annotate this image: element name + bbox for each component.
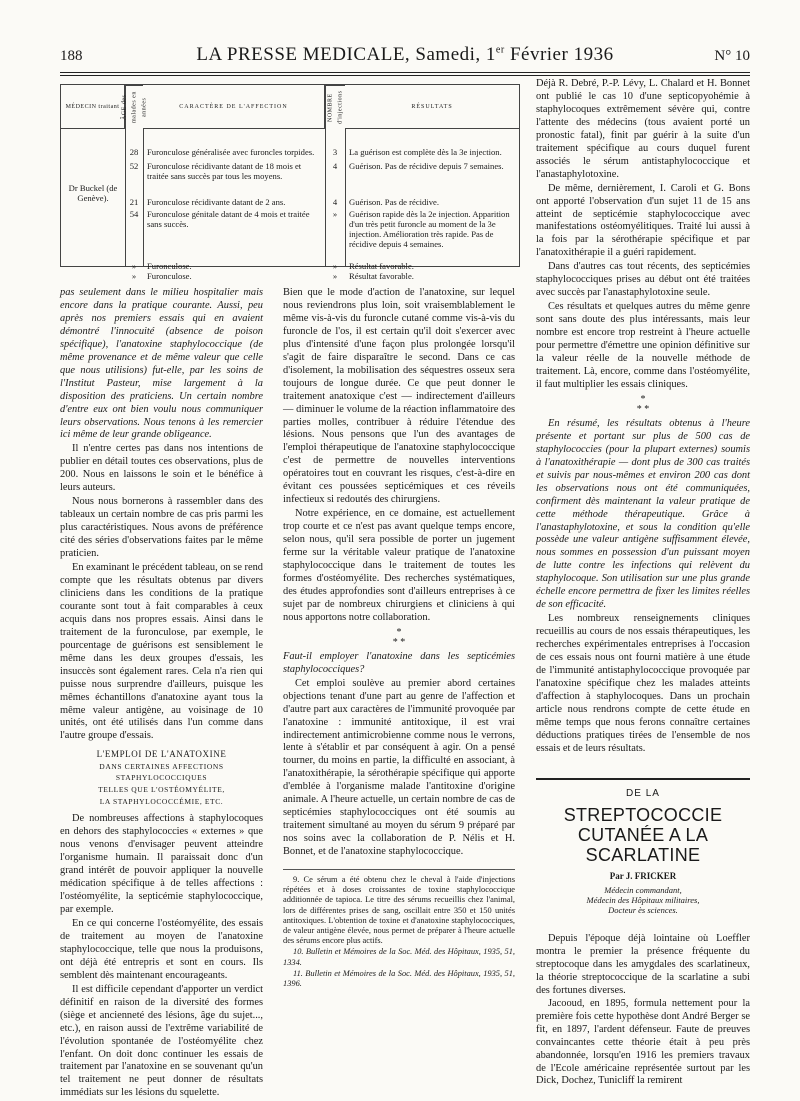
footnote: 10. Bulletin et Mémoires de la Soc. Méd. des Hôpitaux, 1935, 51, 1334. bbox=[283, 947, 515, 967]
th-caractere: CARACTÈRE DE L'AFFECTION bbox=[143, 85, 325, 129]
table-vline bbox=[345, 129, 346, 266]
column-3 bbox=[536, 78, 750, 757]
article-pretitle: DE LA bbox=[626, 788, 660, 799]
table-doses: 3 4 4 » » » bbox=[332, 147, 338, 281]
paragraph: Il n'entre certes pas dans nos intentions de publier en détail toutes ces observations, plus de 200. Nous en laissons le soin et le bénéfice à leurs auteurs. bbox=[60, 443, 263, 494]
table-ages: 28 52 21 54 » » bbox=[129, 147, 139, 281]
paragraph: Notre expérience, en ce domaine, est actuellement trop courte et ce n'est pas avant quelque temps encore, selon nous, qu'il sera possible de porter un jugement ferme sur la véritable valeur pratique de l'anatoxine staphylococcique dans le traitement de toutes les formes d'ostéomyélite. Des recherches systématiques, des études approfondies sont d'ailleurs entreprises à ce sujet par de nombreux chirurgiens et cliniciens à qui nous apportons notre collaboration. bbox=[283, 508, 515, 623]
paragraph: Les nombreux renseignements cliniques recueillis au cours de nos essais thérapeutiques, les recherches expérimentales entreprises à l'occasion de ces essais nous ont fourni matière à une étude de l'immunité antistaphylococcique provoquée par l'anatoxine spécifique chez les malades atteints d'affection à staphylocoques. Dans un prochain article nous rendrons compte de cette étude en même temps que nous ferons connaître certaines déductions pratiques tirées de l'ensemble de nos essais et de leurs résultats. bbox=[536, 613, 750, 754]
paragraph: En examinant le précédent tableau, on se rend compte que les résultats obtenus par divers cliniciens dans les conditions de la pratique courante sont tout à fait comparables à ceux acquis dans nos propres essais. Ainsi dans le traitement de la furonculose, par exemple, le pourcentage de guérisons est sensiblement le même dans les deux groupes d'essais, les insuccès sont également rares. Cela n'a rien qui puisse nous surprendre d'ailleurs, puisque les mêmes échantillons d'anatoxine ayant tous la même valeur antigène, au voisinage de 10 unités, ont été utilisés dans l'un comme dans l'autre groupe d'essais. bbox=[60, 562, 263, 742]
paragraph: Bien que le mode d'action de l'anatoxine, sur lequel nous reviendrons plus loin, soit vraisemblablement le même vis-à-vis du furoncle cutané comme vis-à-vis du furoncle de l'os, il est certain qu'il doit s'exercer avec plus d'intensité d'une façon plus prolongée lorsqu'il s'agit de faire disparaître le second. Dans ce cas d'isolement, la mobilisation des séquestres osseux sera toujours de longue durée. Ce que peut donner le traitement anatoxique c'est — indirectement d'ailleurs — diminuer le volume de la réaction inflammatoire des parties molles, contribuer à réduire l'étendue des lésions. Nous pensons que l'un des avantages de l'emploi thérapeutique de l'anatoxine staphylococcique c'est de permettre de nouvelles interventions opératoires tout en couvrant les risques, c'est-à-dire en évitant ces poussées septicémiques et ces réveils infectieux si redoutés des chirurgiens. bbox=[283, 287, 515, 506]
column-1 bbox=[60, 287, 263, 1101]
paragraph: De nombreuses affections à staphylocoques en dehors des staphylococcies « externes » que nous venons d'envisager peuvent atteindre l'organisme humain. Il paraissait donc d'un grand intérêt de pouvoir appliquer la nouvelle médication spécifique à de telles affections : l'ostéomyélite, la septicémie staphylococcique, par exemple. bbox=[60, 813, 263, 916]
masthead bbox=[60, 44, 750, 66]
table-doctor: Dr Buckel (de Genève). bbox=[68, 183, 118, 203]
table-results: La guérison est complète dès la 3e injection. Guérison. Pas de récidive depuis 7 semaines. Guérison. Pas de récidive. Guérison rapide dès la 2e injection. Apparition d'un très petit furoncle au moment de la 3e injection. Amélioration très rapide. Pas de récidive depuis 4 semaines. Résultat favorable. Résultat favorable. bbox=[349, 147, 510, 281]
paragraph: Depuis l'époque déjà lointaine où Loeffler montra le premier la présence fréquente du streptocoque dans les amygdales des scarlatineux, la théorie streptococcique de la scarlatine a subi des fortunes diverses. bbox=[536, 933, 750, 996]
paragraph: Jacooud, en 1895, formula nettement pour la première fois cette hypothèse dont André Berger se fit, en 1897, l'ardent défenseur. Faute de preuves convaincantes cette théorie était à peu près abandonnée, lorsqu'en 1916 les premiers travaux de l'Ecole américaine représentée surtout par les Dick, Dochez, Tunicliff la remirent bbox=[536, 997, 750, 1087]
column-2 bbox=[283, 287, 515, 990]
paragraph: Cet emploi soulève au premier abord certaines objections tenant d'une part au genre de l'affection et d'autre part aux caractères de l'immunité provoquée par l'anatoxine : immunité antitoxique, il est vrai indirectement antimicrobienne comme nous le verrons, lente à s'établir et par conséquent à agir. On a pensé tourner, du moins en partie, la difficulté en associant, à l'anatoxithérapie, la sérothérapie spécifique qui apporte d'emblée à l'organisme malade l'antitoxine d'origine animale. A l'heure actuelle, un certain nombre de cas de septicémies staphylococciques ont été soumis au traitement simultané au moyen du sérum 9 préparé par nos soins avec la collaboration de P. Nélis et H. Bonnet, et de l'anatoxine staphylococcique. bbox=[283, 677, 515, 858]
summary-paragraph: En résumé, les résultats obtenus à l'heure présente et portant sur plus de 500 cas de staphylococcies (pour la plupart externes) soumis à l'anatoxithérapie — dont plus de 300 cas traités et suivis par nous-mêmes et environ 200 cas dont les observations nous ont été communiquées, confirment dès maintenant la valeur pratique de cette méthode thérapeutique. Grâce à l'anastaphylotoxine, et sous la condition qu'elle possède une valeur antigène suffisamment élevée, nous sommes en possession d'un puissant moyen de lutte contre les infections qui relèvent du staphylocoque. Son utilisation sur une plus grande échelle encore permettra de fixer les limites réelles de son efficacité. bbox=[536, 417, 750, 611]
section-separator: * * * bbox=[636, 393, 650, 415]
table-vline bbox=[143, 129, 144, 266]
page-number: 188 bbox=[60, 48, 83, 64]
header-rule bbox=[60, 72, 750, 73]
paragraph: Nous nous bornerons à rassembler dans des tableaux un certain nombre de cas pris parmi les plus caractéristiques. Nous avons de préférence cité des séries d'observations faites par le même praticien. bbox=[60, 496, 263, 560]
issue-number: N° 10 bbox=[714, 48, 750, 64]
paragraph: pas seulement dans le milieu hospitalier mais encore dans la pratique courante. Aussi, peu après nos premiers essais qui en avaient démontré l'innocuité (absence de poison spécifique), l'anatoxine staphylococcique (de même provenance et de même valeur que celle que nous utilisions) fut-elle, par les soins de l'Institut Pasteur, mise largement à la disposition des praticiens. Un certain nombre d'entre eux ont bien voulu nous communiquer leurs observations. Nous tenons à les remercier ici même de leur grande obligeance. bbox=[60, 287, 263, 441]
masthead-date: Février 1936 bbox=[509, 44, 614, 65]
section-heading: L'EMPLOI DE L'ANATOXINE DANS CERTAINES AFFECTIONS STAPHYLOCOCCIQUES TELLES QUE L'OSTÉOMYÉLITE, LA STAPHYLOCOCCÉMIE, ETC. bbox=[96, 749, 227, 807]
page-header bbox=[60, 44, 750, 70]
footnote: 11. Bulletin et Mémoires de la Soc. Méd. des Hôpitaux, 1935, 51, 1396. bbox=[283, 968, 515, 989]
section-separator: * * * bbox=[392, 626, 406, 648]
article-author: Par J. FRICKER bbox=[609, 871, 677, 881]
header-rule-2 bbox=[60, 75, 750, 76]
th-medecin: MÉDECIN traitant bbox=[61, 85, 125, 129]
article-title: STREPTOCOCCIE CUTANÉE A LA SCARLATINE bbox=[563, 805, 723, 865]
th-age: ÂGE des malades en années bbox=[125, 85, 143, 129]
paragraph: Ces résultats et quelques autres du même genre sont sans doute des plus intéressants, mais leur nombre est encore trop restreint à l'heure actuelle pour permettre d'émettre une opinion définitive sur la valeur réelle de la nouvelle méthode de traitement. Là, encore, comme dans l'ostéomyélite, il faut multiplier les essais cliniques. bbox=[536, 301, 750, 390]
th-resultats: RÉSULTATS bbox=[345, 85, 519, 129]
paragraph: Déjà R. Debré, P.-P. Lévy, L. Chalard et H. Bonnet ont publié le cas 10 d'une septicopyohémie à staphylocoques extrêmement sévère qui, contre l'attente des médecins (tous avaient porté un pronostic fatal), finit par guérir à la suite d'un traitement spécifique au cours duquel furent associés le sérum antistaphylococcique et l'anastaphylotoxine. bbox=[536, 78, 750, 180]
table-affections: Furonculose généralisée avec furoncles torpides. Furonculose récidivante datant de 18 mois et traitée sans succès par tous les moyens. Furonculose récidivante datant de 2 ans. Furonculose génitale datant de 4 mois et traitée sans succès. Furonculose. Furonculose. bbox=[147, 147, 315, 281]
paragraph: De même, dernièrement, I. Caroli et G. Bons ont apporté l'observation d'un sujet 11 de 15 ans atteint de septicémie staphylococcique avec manifestations ostéomyélitiques. Traité lui aussi à la fois par la sérothérapie spécifique et par l'anatoxithérapie il a guéri rapidement. bbox=[536, 182, 750, 259]
article-body bbox=[536, 933, 750, 1088]
footnotes bbox=[283, 869, 515, 989]
article-affiliation: Médecin commandant, Médecin des Hôpitaux militaires, Docteur ès sciences. bbox=[586, 885, 700, 915]
article-rule bbox=[536, 778, 750, 780]
th-nombre: NOMBRE d'injections bbox=[325, 85, 345, 129]
masthead-day: 1 bbox=[485, 44, 496, 65]
results-table bbox=[60, 84, 520, 281]
masthead-sup: er bbox=[495, 44, 505, 56]
article-streptococcie bbox=[536, 788, 750, 1088]
paragraph: Il est difficile cependant d'apporter un verdict définitif en raison de la diversité des formes (siège et ancienneté des lésions, âge du sujet..., etc.), en raison aussi de l'extrême variabilité de l'évolution spontanée de l'ostéomyélite chez l'enfant. On doit donc continuer les essais de traitement par l'anatoxine en se souvenant qu'un tel traitement ne peut donner de résultats immédiats sur les lésions du squelette. bbox=[60, 983, 263, 1099]
footnote: 9. Ce sérum a été obtenu chez le cheval à l'aide d'injections répétées et à doses croissantes de toxine staphylococcique additionnée de tapioca. Le titre des sérums recueillis chez l'animal, lors de différentes prises de sang, oscillait entre 350 et 150 unités antitoxiques. L'obtention de toxine et d'anatoxine staphylococciques, de valeur antigène élevée, nous permet de préparer à l'heure actuelle des sérums encore plus actifs. bbox=[283, 875, 515, 946]
paragraph: En ce qui concerne l'ostéomyélite, des essais de traitement au moyen de l'anatoxine staphylococcique, telle que nous la produisons, ont déjà été entrepris et sont en cours. Ils semblent dès maintenant encourageants. bbox=[60, 917, 263, 981]
section-question: Faut-il employer l'anatoxine dans les septicémies staphylococciques? bbox=[283, 650, 515, 675]
masthead-title: LA PRESSE MEDICALE, Samedi, bbox=[196, 44, 481, 65]
paragraph: Dans d'autres cas tout récents, des septicémies staphylococciques prises au début ont été traitées avec succès par l'anastaphylotoxine seule. bbox=[536, 261, 750, 299]
